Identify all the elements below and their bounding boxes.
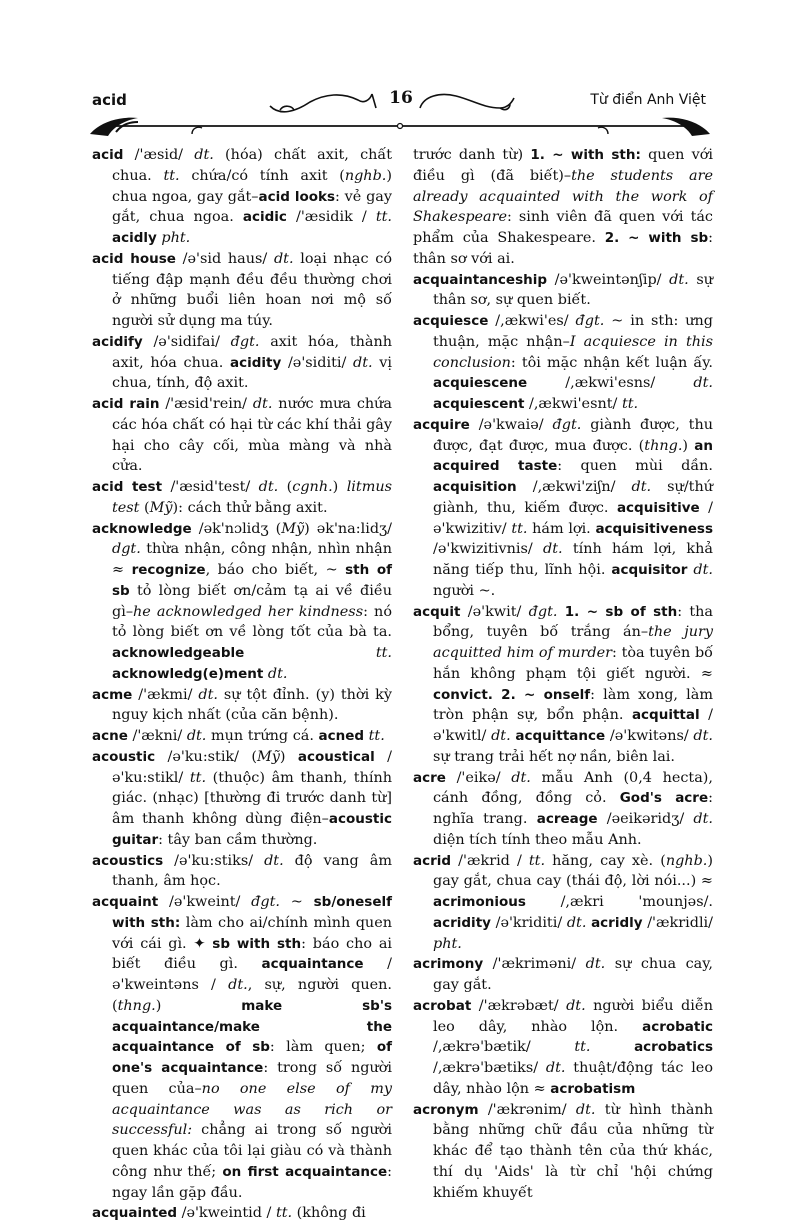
bold-phrase: acreage — [536, 811, 598, 827]
dictionary-title: Từ điển Anh Việt — [590, 92, 706, 108]
entry-headword: acknowledge — [92, 520, 192, 537]
header-ornament — [80, 88, 720, 148]
italic-text: nghb. — [344, 167, 387, 184]
definition-text: ) ək'na:lidʒ/ — [304, 520, 392, 537]
italic-text: dt. — [693, 562, 713, 578]
entry-headword: acronym — [413, 1101, 479, 1118]
italic-text: tt. — [528, 852, 546, 869]
bold-phrase: 1. ~ with sth: — [530, 147, 641, 163]
bold-phrase: convict. 2. ~ onself — [433, 686, 591, 703]
italic-text: the students are already acquainted with the work of Shakespeare — [413, 167, 713, 226]
bold-phrase: acquiescene — [433, 375, 528, 392]
definition-text: trước danh từ) — [413, 147, 531, 163]
definition-text: : thân sơ với ai. — [413, 230, 713, 267]
italic-text: cgnh. — [292, 479, 333, 495]
dictionary-entry — [92, 685, 392, 727]
italic-text: Mỹ — [281, 520, 305, 537]
definition-text: vị chua, tính, độ axit. — [112, 354, 392, 392]
definition-text: sự thân sơ, sự quen biết. — [433, 271, 713, 309]
dictionary-entry — [413, 602, 713, 768]
dictionary-entry — [92, 249, 392, 332]
definition-text: /ə'kweint/ — [158, 894, 252, 910]
entry-headword: acid rain — [92, 396, 160, 412]
italic-text: đgt. — [528, 603, 558, 620]
definition-text: ) chua ngoa, gay gắt– — [112, 167, 392, 205]
bold-phrase: acidic — [242, 209, 287, 226]
definition-text: /ək'nɔlidʒ ( — [191, 520, 282, 537]
bold-phrase: acquittal — [631, 707, 700, 724]
definition-text: /'ækrənim/ — [478, 1101, 576, 1118]
definition-text: ( — [139, 499, 150, 516]
definition-text: /,ækwi'esns/ — [527, 375, 694, 392]
italic-text: dt. — [543, 541, 563, 558]
italic-text: thng. — [117, 997, 156, 1014]
left-column — [92, 145, 392, 1224]
definition-text: thuật/động tác leo dây, nhào lộn ≈ — [433, 1060, 713, 1097]
definition-text: : làm quen; — [269, 1039, 377, 1056]
definition-text — [244, 645, 376, 661]
definition-text: /ə'kwaiə/ — [469, 416, 553, 433]
definition-text: độ vang âm thanh, âm học. — [112, 852, 393, 890]
definition-text: tính hám lợi, khả năng tiếp thu, lĩnh hội. — [433, 541, 713, 578]
italic-text: tt. — [621, 396, 639, 412]
definition-text: /ə'kwitl/ — [433, 707, 713, 744]
bold-phrase: acquisitive — [616, 499, 700, 516]
bold-phrase: sth of sb — [112, 562, 393, 599]
definition-text: diện tích tính theo mẫu Anh. — [433, 831, 642, 848]
bold-phrase: acrobatism — [550, 1080, 636, 1097]
dictionary-entry — [413, 996, 713, 1100]
entry-headword: acme — [92, 686, 133, 703]
bold-phrase: acquittance — [515, 728, 606, 744]
italic-text: dt. — [511, 769, 531, 786]
definition-text: , sự, người quen. ( — [112, 977, 392, 1014]
italic-text: I acquiesce in this conclusion — [433, 333, 713, 371]
definition-text: : nghĩa trang. — [433, 790, 713, 827]
entry-headword: acquainted — [92, 1205, 178, 1222]
entry-headword: acid — [92, 147, 124, 163]
definition-text: /'ækmi/ — [132, 686, 199, 703]
definition-text: từ hình thành bằng những chữ đầu của những từ khác để tạo thành tên của thứ khác, thí dụ 'Aids' là từ chỉ 'hội chứng khiếm khuyết — [433, 1101, 713, 1201]
entry-headword: acrid — [413, 852, 452, 869]
italic-text: the jury acquitted him of murder — [433, 624, 713, 661]
definition-text: : làm xong, làm tròn phận sự, bổn phận. — [433, 686, 713, 724]
dictionary-entry — [413, 768, 713, 851]
italic-text: Mỹ — [257, 748, 280, 765]
entry-headword: acrobat — [413, 997, 472, 1014]
definition-text: ) gay gắt, chua cay (thái độ, lời nói...) ≈ — [433, 852, 713, 890]
right-scroll-icon — [420, 95, 514, 110]
definition-text: /ə'kweintənʃip/ — [547, 271, 670, 288]
dictionary-entry — [413, 1100, 713, 1204]
definition-text: /ə'sidifai/ — [142, 333, 231, 350]
italic-text: dt. — [491, 728, 511, 744]
definition-text: (hóa) chất axit, chất chua. — [112, 147, 392, 184]
definition-text: /,ækwi'ziʃn/ — [516, 479, 632, 495]
italic-text: dt. — [693, 375, 713, 392]
definition-text: axit hóa, thành axit, hóa chua. — [112, 333, 392, 371]
dictionary-entry — [92, 726, 392, 747]
italic-text: Mỹ — [149, 499, 173, 516]
dictionary-entry — [413, 311, 713, 415]
bold-phrase: acoustical — [297, 748, 375, 765]
italic-text: dt. — [353, 354, 373, 371]
italic-text: dt. — [669, 271, 689, 288]
definition-text: /ə'kwizitivnis/ — [433, 541, 544, 558]
dictionary-entry — [92, 1203, 392, 1224]
definition-text: mẫu Anh (0,4 hecta), cánh đồng, đồng cỏ. — [433, 769, 713, 807]
dictionary-entry — [413, 415, 713, 602]
entry-headword: acquire — [413, 416, 470, 433]
definition-text: /ə'ku:stiks/ — [163, 852, 265, 869]
definition-text: : sinh viên đã quen với tác phẩm của Shakespeare. — [413, 209, 713, 246]
definition-text: : tôi mặc nhận kết luận ấy. — [510, 354, 713, 371]
italic-text: pht. — [433, 935, 462, 952]
definition-text: /'æsid'test/ — [162, 479, 259, 495]
definition-text: /'ækni/ — [127, 728, 187, 744]
left-scroll-icon — [270, 94, 376, 112]
definition-text: ~ in sth: ưng thuận, mặc nhận– — [433, 313, 713, 350]
italic-text: đgt. — [575, 313, 605, 329]
italic-text: tt. — [375, 645, 392, 661]
definition-text: (thuộc) âm thanh, thính giác. (nhạc) [thường đi trước danh từ] âm thanh không dùng điện– — [112, 769, 392, 827]
bold-phrase: acidly — [112, 230, 157, 246]
bold-phrase: sb with sth — [212, 935, 302, 952]
italic-text: dt. — [575, 1101, 596, 1118]
guide-word: acid — [92, 91, 127, 109]
bold-phrase: acid looks — [258, 188, 336, 205]
center-dot-icon — [398, 124, 403, 129]
bold-phrase: God's acre — [619, 790, 709, 807]
definition-text: : báo cho ai biết điều gì. — [112, 935, 393, 973]
definition-text: /ə'ku:stik/ ( — [155, 748, 258, 765]
entry-headword: acquaintanceship — [413, 271, 548, 288]
italic-text: dt. — [273, 250, 294, 267]
dictionary-entry — [92, 477, 392, 519]
definition-text: /'ækriməni/ — [483, 956, 586, 973]
italic-text: dt. — [693, 811, 713, 827]
bold-phrase: recognize — [131, 562, 206, 578]
definition-text: /,ækrə'bætik/ — [433, 1039, 575, 1056]
italic-text: dt. — [585, 956, 606, 973]
definition-text: /ə'kweintəns / — [112, 956, 392, 993]
definition-text: /'eikə/ — [445, 769, 512, 786]
dictionary-entry — [92, 394, 392, 477]
italic-text: tt. — [368, 728, 385, 744]
dictionary-entry — [92, 747, 392, 851]
definition-text: /ə'kriditi/ — [490, 914, 567, 931]
definition-text: (không đi — [292, 1205, 366, 1222]
definition-text: /'æsid/ — [123, 147, 195, 163]
definition-text: /'ækridli/ — [642, 914, 714, 931]
definition-text: mụn trứng cá. — [206, 728, 319, 744]
italic-text: dt. — [186, 728, 207, 744]
bold-phrase: acknowledgeable — [112, 645, 245, 661]
definition-text: /ə'ku:stikl/ — [112, 748, 392, 786]
definition-text: : tha bổng, tuyên bố trắng án– — [433, 603, 713, 641]
bold-phrase: acrobatics — [634, 1039, 713, 1056]
definition-text: thừa nhận, công nhận, nhìn nhận ≈ — [112, 541, 392, 578]
definition-text: : ngay lần gặp đầu. — [112, 1163, 392, 1201]
dictionary-entry — [413, 954, 713, 996]
bold-phrase: sb/oneself with sth: — [112, 894, 392, 931]
definition-text: /'æsidik / — [286, 209, 376, 226]
bold-phrase: an acquired taste — [433, 437, 713, 475]
definition-text: hám lợi. — [527, 520, 596, 537]
definition-text: nước mưa chứa các hóa chất có hại từ các khí thải gây hại cho cây cối, mùa màng và nhà cửa. — [112, 396, 393, 475]
definition-text — [557, 604, 564, 620]
definition-text: /ə'sid haus/ — [175, 250, 274, 267]
definition-text: ( — [278, 479, 293, 495]
dictionary-entry — [92, 332, 392, 394]
dictionary-entry — [92, 519, 392, 685]
bold-phrase: acrimonious — [433, 894, 526, 910]
definition-text: ) — [155, 997, 242, 1014]
definition-text: /'æsid'rein/ — [159, 396, 253, 412]
italic-text: dt. — [566, 914, 587, 931]
bold-phrase: acquisitiveness — [595, 520, 713, 537]
entry-headword: acid house — [92, 250, 176, 267]
italic-text: litmus test — [112, 479, 392, 516]
dictionary-entry — [92, 145, 392, 249]
italic-text: tt. — [163, 167, 180, 184]
definition-text: /,ækri 'mounjəs/. — [525, 894, 713, 910]
definition-text: sự trang trải hết nợ nần, biên lai. — [433, 748, 675, 765]
definition-text: : nó tỏ lòng biết ơn về lòng tốt của bà ta. — [112, 603, 392, 641]
bold-phrase: acidity — [229, 354, 282, 371]
definition-text: hăng, cay xè. ( — [545, 852, 666, 869]
entry-headword: acoustic — [92, 748, 156, 765]
bold-phrase: acoustic guitar — [112, 811, 392, 848]
italic-text: nghb. — [665, 852, 708, 869]
bold-phrase: 1. ~ sb of sth — [564, 603, 678, 620]
definition-text: giành được, thu được, đạt được, mua được. ( — [433, 416, 713, 454]
italic-text: đgt. — [251, 894, 280, 910]
definition-text: /ə'kwitəns/ — [605, 728, 694, 744]
definition-text: ~ — [279, 894, 314, 910]
definition-text: người ~. — [433, 582, 496, 599]
italic-text: dt. — [258, 479, 279, 495]
definition-text: : tòa tuyên bố hắn không phạm tội giết người. ≈ — [433, 645, 713, 682]
dictionary-entry — [92, 851, 392, 893]
definition-text: /'ækrid / — [451, 852, 529, 869]
definition-text: : tây ban cầm thường. — [158, 831, 318, 848]
definition-text: /,ækwi'esnt/ — [524, 396, 622, 412]
definition-text: /ə'siditi/ — [281, 354, 353, 371]
definition-text: , báo cho biết, ~ — [205, 562, 346, 578]
definition-text: /,ækrə'bætiks/ — [433, 1060, 546, 1076]
definition-text: /əeikəridʒ/ — [597, 811, 694, 827]
entry-headword: acidify — [92, 333, 143, 350]
page-number: 16 — [389, 88, 413, 108]
italic-text: tt. — [275, 1205, 293, 1222]
italic-text: dt. — [267, 665, 288, 682]
italic-text: pht. — [161, 230, 191, 246]
bold-phrase: acquiescent — [433, 396, 525, 412]
dictionary-entry — [413, 851, 713, 955]
definition-text: : trong số người quen của– — [112, 1060, 392, 1097]
definition-text: sự tột đỉnh. (y) thời kỳ nguy kịch nhất (của căn bệnh). — [112, 686, 392, 724]
definition-text: người biểu diễn leo dây, nhào lộn. — [433, 997, 713, 1035]
bold-phrase: on first acquaintance — [222, 1163, 388, 1180]
definition-text: tỏ lòng biết ơn/cảm tạ ai về điều gì– — [112, 582, 392, 620]
entry-headword: acre — [413, 769, 446, 786]
definition-text: sự/thứ giành, thu, kiếm được. — [433, 479, 713, 516]
entry-headword: acid test — [92, 479, 163, 495]
dictionary-entry — [413, 145, 713, 270]
italic-text: dt. — [264, 852, 284, 869]
definition-text: ): cách thử bằng axit. — [172, 499, 328, 516]
bold-phrase: make sb's acquaintance/make the acquaintance of sb — [112, 997, 392, 1056]
definition-text: : quen mùi dần. — [557, 458, 713, 475]
italic-text: thng. — [644, 437, 683, 454]
definition-text: quen với điều gì (đã biết)– — [413, 147, 713, 184]
definition-text: làm cho ai/chính mình quen với cái gì. ✦ — [112, 914, 392, 952]
bold-phrase: acrobatic — [642, 1018, 713, 1035]
italic-text: dt. — [198, 686, 218, 703]
entry-headword: acrimony — [413, 956, 484, 973]
italic-text: dt. — [631, 479, 652, 495]
bold-phrase: acquaintance — [261, 956, 364, 973]
italic-text: đgt. — [552, 416, 582, 433]
definition-text: ) — [332, 479, 347, 495]
definition-text: : vẻ gay gắt, chua ngoa. — [112, 188, 392, 226]
definition-text: /ə'kwizitiv/ — [433, 499, 713, 537]
italic-text: tt. — [574, 1039, 591, 1056]
entry-headword: acquiesce — [413, 313, 489, 329]
definition-text: chẳng ai trong số người quen khác của tôi lại giàu có và thành công như thế; — [112, 1122, 392, 1180]
definition-text: ) — [279, 748, 298, 765]
italic-text: dt. — [566, 997, 586, 1014]
definition-text: ) — [682, 437, 695, 454]
definition-text: chứa/có tính axit ( — [179, 167, 345, 184]
definition-text: /'ækrəbæt/ — [471, 997, 567, 1014]
definition-text: /,ækwi'es/ — [488, 313, 576, 329]
italic-text: he acknowledged her kindness — [133, 603, 364, 620]
entry-headword: acquaint — [92, 894, 159, 910]
italic-text: dt. — [228, 977, 248, 993]
dictionary-entry — [92, 892, 392, 1203]
italic-text: no one else of my acquaintance was as rich or successful: — [112, 1080, 392, 1139]
bold-phrase: acridity — [433, 914, 491, 931]
dictionary-entry — [413, 270, 713, 312]
bold-phrase: acquisition — [433, 479, 517, 495]
entry-headword: acoustics — [92, 852, 164, 869]
italic-text: dt. — [693, 728, 713, 744]
definition-text: /ə'kweintid / — [177, 1205, 276, 1222]
bold-phrase: 2. ~ with sb — [604, 230, 709, 246]
right-column — [413, 145, 713, 1203]
italic-text: tt. — [511, 520, 528, 537]
bold-phrase: of one's acquaintance — [112, 1039, 392, 1076]
italic-text: dt. — [545, 1060, 566, 1076]
italic-text: đgt. — [230, 333, 260, 350]
bold-phrase: acquisitor — [611, 562, 688, 578]
definition-text: /ə'kwit/ — [460, 603, 529, 620]
italic-text: tt. — [375, 209, 392, 226]
italic-text: dt. — [252, 396, 273, 412]
bold-phrase: acridly — [591, 914, 643, 931]
bold-phrase: acned — [318, 728, 365, 744]
definition-text: loại nhạc có tiếng đập mạnh đều đều thường chơi ở những buổi liên hoan nơi mộ số người sử dụng ma túy. — [112, 250, 393, 329]
definition-text: sự chua cay, gay gắt. — [433, 956, 714, 993]
italic-text: dt. — [194, 147, 214, 163]
entry-headword: acne — [92, 728, 128, 744]
italic-text: dgt. — [112, 541, 141, 558]
bold-phrase: acknowledg(e)ment — [112, 665, 264, 682]
entry-headword: acquit — [413, 603, 461, 620]
definition-text — [590, 1039, 634, 1055]
italic-text: tt. — [189, 769, 207, 786]
